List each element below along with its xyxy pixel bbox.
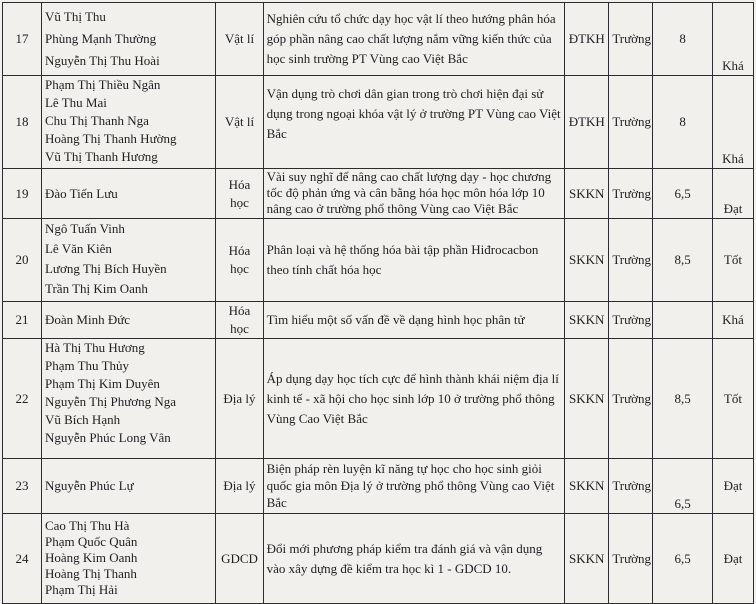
title-cell bbox=[263, 459, 565, 514]
author-name: Nguyễn Phúc Lự bbox=[44, 478, 134, 493]
type-cell: SKKN bbox=[565, 169, 609, 219]
author-name: Trần Thị Kim Oanh bbox=[44, 281, 148, 296]
title-cell bbox=[263, 76, 565, 169]
results-table bbox=[2, 2, 754, 604]
type-cell: SKKN bbox=[565, 339, 609, 459]
topic-title: Tìm hiểu một số vấn đề về dạng hình học phân tử bbox=[266, 312, 525, 327]
level-cell: Trường bbox=[609, 302, 653, 339]
author-name: Phạm Thị Hải bbox=[44, 582, 118, 597]
row-number: 17 bbox=[3, 3, 42, 76]
topic-title: Vài suy nghĩ để nâng cao chất lượng dạy - học chương tốc độ phản ứng và cân bằng hóa học môn hóa lớp 10 nâng cao ở trường phổ thông Vùng cao Việt Bắc bbox=[266, 169, 552, 216]
authors-cell bbox=[41, 459, 215, 514]
type-cell: ĐTKH bbox=[565, 3, 609, 76]
rank-cell: Khá bbox=[712, 302, 753, 339]
rank-cell: Đạt bbox=[712, 514, 753, 604]
author-name: Nguyễn Thị Thu Hoài bbox=[44, 53, 160, 68]
author-name: Nguyễn Phúc Long Vân bbox=[44, 430, 171, 445]
topic-title: Vận dụng trò chơi dân gian trong trò chơi hiện đại sử dụng trong ngoại khóa vật lý ở trường PT Vùng cao Việt Bắc bbox=[266, 86, 561, 141]
score-cell: 6,5 bbox=[653, 169, 713, 219]
row-number: 22 bbox=[3, 339, 42, 459]
rank-cell: Đạt bbox=[712, 169, 753, 219]
author-name: Hoàng Thị Thanh bbox=[44, 566, 137, 581]
author-name: Hà Thị Thu Hương bbox=[44, 340, 145, 355]
topic-title: Nghiên cứu tổ chức dạy học vật lí theo hướng phân hóa góp phần nâng cao chất lượng nắm vững kiến thức của học sinh trường PT Vùng cao Việt Bắc bbox=[266, 11, 556, 66]
table-row bbox=[3, 302, 754, 339]
authors-cell bbox=[41, 219, 215, 302]
rank-cell: Tốt bbox=[712, 219, 753, 302]
row-number: 18 bbox=[3, 76, 42, 169]
author-name: Phạm Quốc Quân bbox=[44, 534, 138, 549]
author-name: Phùng Mạnh Thường bbox=[44, 31, 157, 46]
author-name: Chu Thị Thanh Nga bbox=[44, 113, 149, 128]
authors-cell bbox=[41, 339, 215, 459]
table-row bbox=[3, 339, 754, 459]
row-number: 19 bbox=[3, 169, 42, 219]
author-name: Lương Thị Bích Huyền bbox=[44, 261, 167, 276]
score-cell: 8,5 bbox=[653, 219, 713, 302]
table-row bbox=[3, 459, 754, 514]
author-name: Lê Văn Kiên bbox=[44, 241, 112, 256]
score-cell: 8,5 bbox=[653, 339, 713, 459]
author-name: Phạm Thu Thủy bbox=[44, 358, 130, 373]
topic-title: Đổi mới phương pháp kiểm tra đánh giá và vận dụng vào xây dựng đề kiểm tra học kì 1 - GDCD 10. bbox=[266, 540, 543, 576]
subject-cell: Vật lí bbox=[216, 3, 263, 76]
authors-cell bbox=[41, 169, 215, 219]
table-row bbox=[3, 219, 754, 302]
type-cell: SKKN bbox=[565, 514, 609, 604]
authors-cell bbox=[41, 514, 215, 604]
author-name: Hoàng Kim Oanh bbox=[44, 550, 138, 565]
table-row bbox=[3, 3, 754, 76]
subject-cell: Hóa học bbox=[216, 219, 263, 302]
type-cell: SKKN bbox=[565, 459, 609, 514]
author-name: Cao Thị Thu Hà bbox=[44, 518, 130, 533]
level-cell: Trường bbox=[609, 219, 653, 302]
rank-cell: Khá bbox=[712, 3, 753, 76]
level-cell: Trường bbox=[609, 76, 653, 169]
topic-title: Phân loại và hệ thống hóa bài tập phần Hiđrocacbon theo tính chất hóa học bbox=[266, 242, 539, 277]
title-cell bbox=[263, 302, 565, 339]
type-cell: SKKN bbox=[565, 302, 609, 339]
author-name: Vũ Thị Thanh Hương bbox=[44, 149, 158, 164]
rank-cell: Tốt bbox=[712, 339, 753, 459]
title-cell bbox=[263, 339, 565, 459]
subject-cell: Hóa học bbox=[216, 302, 263, 339]
title-cell bbox=[263, 219, 565, 302]
author-name: Phạm Thị Kim Duyên bbox=[44, 376, 160, 391]
topic-title: Biện pháp rèn luyện kĩ năng tự học cho học sinh giỏi quốc gia môn Địa lý ở trường phổ thông Vùng cao Việt Bắc bbox=[266, 461, 555, 510]
subject-cell: Vật lí bbox=[216, 76, 263, 169]
author-name: Phạm Thị Thiều Ngân bbox=[44, 77, 161, 92]
type-cell: SKKN bbox=[565, 219, 609, 302]
level-cell: Trường bbox=[609, 339, 653, 459]
row-number: 20 bbox=[3, 219, 42, 302]
authors-cell bbox=[41, 76, 215, 169]
title-cell bbox=[263, 514, 565, 604]
author-name: Vũ Thị Thu bbox=[44, 9, 106, 24]
row-number: 23 bbox=[3, 459, 42, 514]
authors-cell bbox=[41, 3, 215, 76]
subject-cell: GDCD bbox=[216, 514, 263, 604]
author-name: Lê Thu Mai bbox=[44, 95, 107, 110]
row-number: 21 bbox=[3, 302, 42, 339]
author-name: Đào Tiến Lưu bbox=[44, 185, 118, 201]
rank-cell: Khá bbox=[712, 76, 753, 169]
author-name: Nguyễn Thị Phương Nga bbox=[44, 394, 177, 409]
subject-cell: Hóa học bbox=[216, 169, 263, 219]
score-cell: 8 bbox=[653, 76, 713, 169]
score-cell bbox=[653, 302, 713, 339]
author-name: Đoàn Minh Đức bbox=[44, 312, 131, 327]
subject-cell: Địa lý bbox=[216, 459, 263, 514]
subject-cell: Địa lý bbox=[216, 339, 263, 459]
level-cell: Trường bbox=[609, 3, 653, 76]
table-row bbox=[3, 514, 754, 604]
rank-cell: Đạt bbox=[712, 459, 753, 514]
level-cell: Trường bbox=[609, 169, 653, 219]
title-cell bbox=[263, 3, 565, 76]
author-name: Ngô Tuấn Vinh bbox=[44, 221, 125, 236]
topic-title: Áp dụng dạy học tích cực để hình thành khái niệm địa lí kinh tế - xã hội cho học sinh lớp 10 ở trường phổ thông Vùng Cao Việt Bắc bbox=[266, 370, 559, 426]
type-cell: ĐTKH bbox=[565, 76, 609, 169]
score-cell: 6,5 bbox=[653, 459, 713, 514]
level-cell: Trường bbox=[609, 514, 653, 604]
table-row bbox=[3, 169, 754, 219]
score-cell: 8 bbox=[653, 3, 713, 76]
row-number: 24 bbox=[3, 514, 42, 604]
title-cell bbox=[263, 169, 565, 219]
author-name: Vũ Bích Hạnh bbox=[44, 412, 121, 427]
author-name: Hoàng Thị Thanh Hường bbox=[44, 131, 177, 146]
table-row bbox=[3, 76, 754, 169]
level-cell: Trường bbox=[609, 459, 653, 514]
score-cell: 6,5 bbox=[653, 514, 713, 604]
authors-cell bbox=[41, 302, 215, 339]
